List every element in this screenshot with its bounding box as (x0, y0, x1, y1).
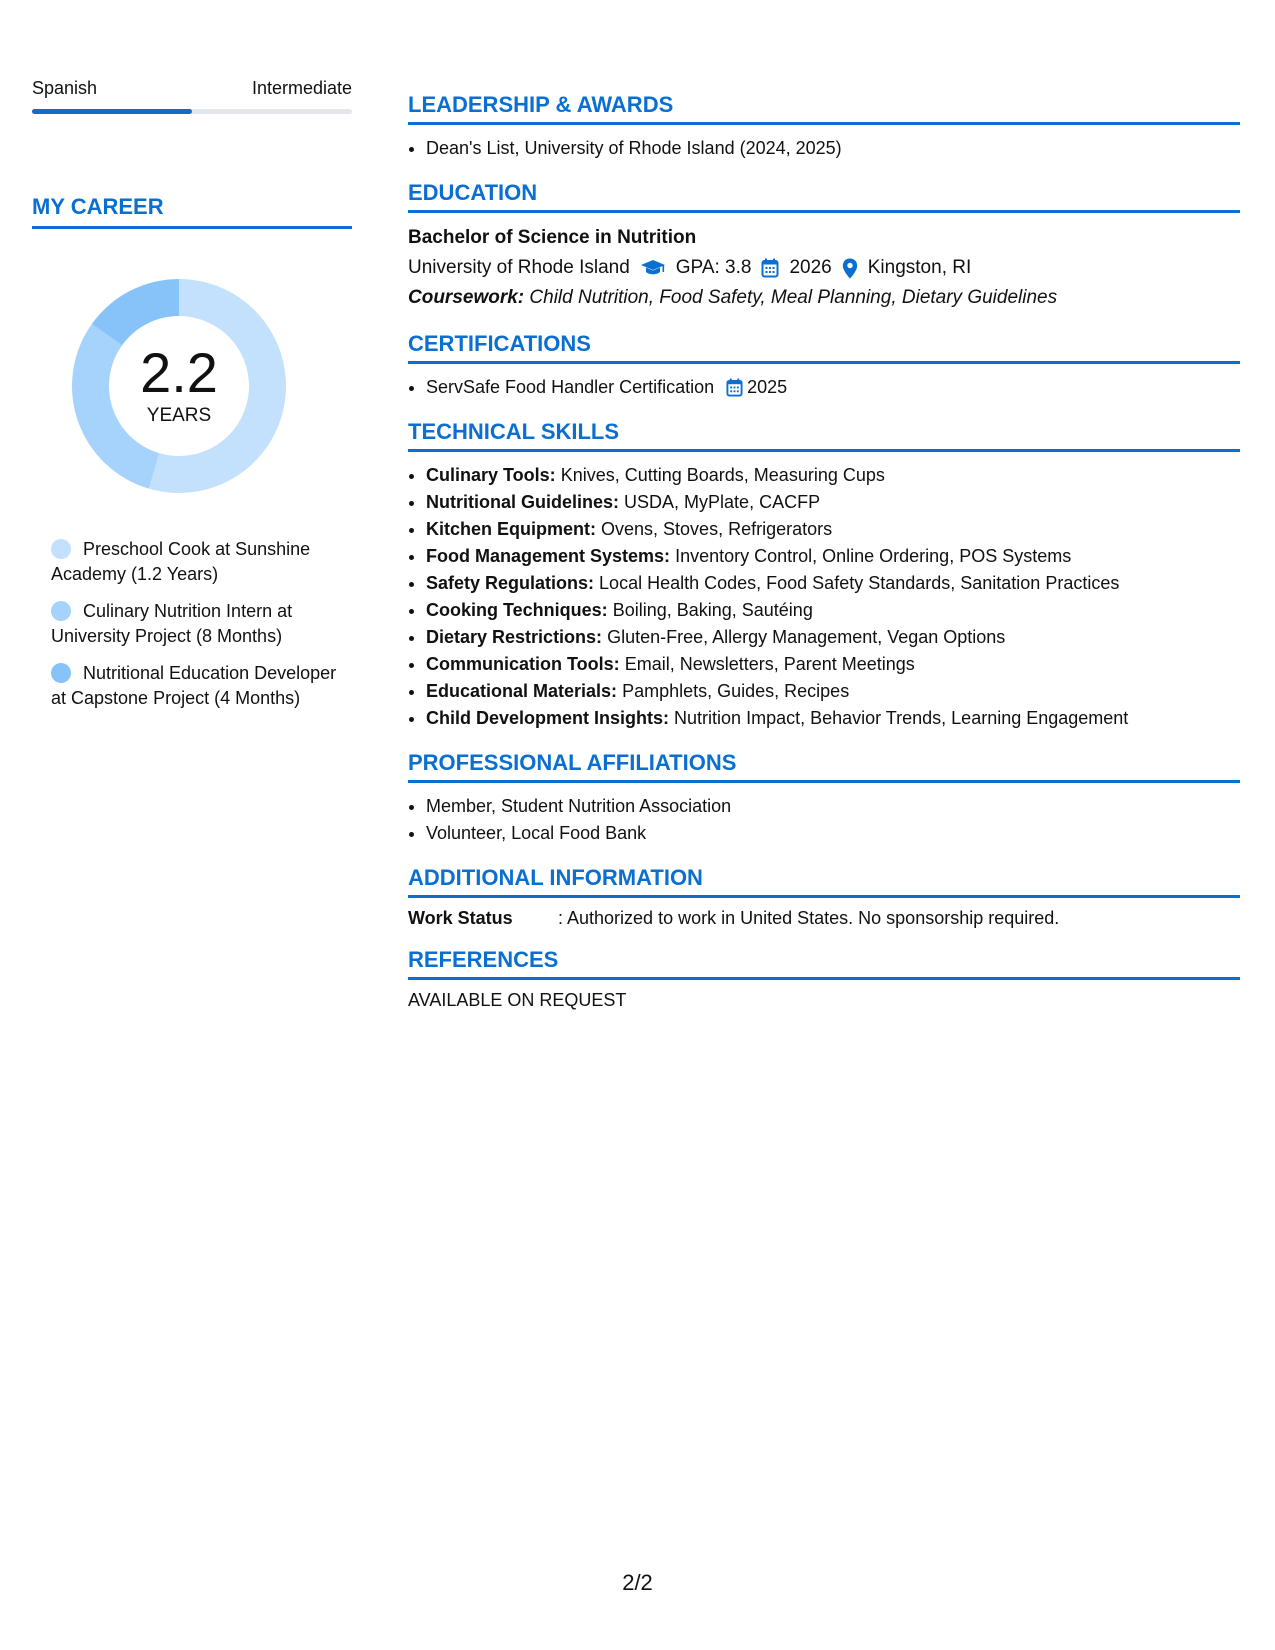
list-item (426, 543, 1240, 570)
skill-label: Nutritional Guidelines: (426, 492, 620, 512)
skill-value: Email, Newsletters, Parent Meetings (624, 654, 915, 674)
career-section-title: MY CAREER (32, 194, 352, 229)
sidebar (32, 78, 352, 723)
language-name: Spanish (32, 78, 98, 98)
skill-label: Cooking Techniques: (426, 600, 608, 620)
list-item (426, 570, 1240, 597)
work-status-value: : Authorized to work in United States. No sponsorship required. (558, 908, 1060, 928)
skill-label: Dietary Restrictions: (426, 627, 603, 647)
additional-info-title: ADDITIONAL INFORMATION (408, 865, 1240, 898)
certifications-section (408, 331, 1240, 401)
skill-value: Knives, Cutting Boards, Measuring Cups (560, 465, 885, 485)
legend-dot (51, 601, 71, 621)
work-status-label: Work Status (408, 908, 513, 928)
education-section (408, 180, 1240, 313)
language-level-fill (32, 109, 192, 114)
career-total-unit: YEARS (146, 405, 212, 426)
legend-item (51, 661, 352, 711)
page-number: 2/2 (622, 1570, 653, 1595)
degree-name: Bachelor of Science in Nutrition (408, 227, 697, 248)
career-legend (32, 537, 352, 711)
language-level: Intermediate (251, 78, 352, 98)
skills-title: TECHNICAL SKILLS (408, 419, 1240, 452)
skill-value: Nutrition Impact, Behavior Trends, Learning Engagement (674, 708, 1129, 728)
skill-value: Gluten-Free, Allergy Management, Vegan Options (607, 627, 1006, 647)
skill-label: Food Management Systems: (426, 546, 671, 566)
career-total-value: 2.2 (140, 341, 218, 404)
leadership-section (408, 92, 1240, 162)
legend-item (51, 537, 352, 587)
list-item (426, 624, 1240, 651)
gpa: GPA: 3.8 (675, 257, 752, 278)
skills-section (408, 419, 1240, 732)
leadership-title: LEADERSHIP & AWARDS (408, 92, 1240, 125)
coursework-list: Child Nutrition, Food Safety, Meal Planning, Dietary Guidelines (529, 287, 1058, 308)
skill-value: Pamphlets, Guides, Recipes (622, 681, 850, 701)
list-item (426, 597, 1240, 624)
certification-name: • ServSafe Food Handler Certification (426, 377, 715, 397)
additional-info-section (408, 865, 1240, 929)
references-text: AVAILABLE ON REQUEST (408, 990, 627, 1010)
language-level-bar (32, 109, 352, 114)
list-item (426, 516, 1240, 543)
skill-value: Boiling, Baking, Sautéing (612, 600, 813, 620)
list-item (426, 489, 1240, 516)
legend-label: Nutritional Education Developer at Capstone Project (4 Months) (51, 663, 337, 708)
location-pin-icon (842, 258, 858, 279)
certification-year: 2025 (747, 377, 788, 397)
skill-label: Communication Tools: (426, 654, 620, 674)
skill-label: Child Development Insights: (426, 708, 670, 728)
main-content (408, 92, 1240, 1029)
legend-dot (51, 663, 71, 683)
list-item: • Volunteer, Local Food Bank (426, 820, 1240, 847)
coursework-label: Coursework: (408, 287, 525, 308)
list-item (426, 651, 1240, 678)
school-location: Kingston, RI (867, 257, 972, 278)
certifications-title: CERTIFICATIONS (408, 331, 1240, 364)
legend-label: Preschool Cook at Sunshine Academy (1.2 Years) (51, 539, 311, 584)
list-item (426, 678, 1240, 705)
list-item (426, 462, 1240, 489)
list-item (426, 705, 1240, 732)
skill-label: Culinary Tools: (426, 465, 556, 485)
skill-value: Inventory Control, Online Ordering, POS Systems (675, 546, 1072, 566)
education-title: EDUCATION (408, 180, 1240, 213)
skill-value: Ovens, Stoves, Refrigerators (601, 519, 833, 539)
list-item: • Member, Student Nutrition Association (426, 793, 1240, 820)
coursework (408, 283, 1240, 313)
references-section (408, 947, 1240, 1011)
skill-label: Safety Regulations: (426, 573, 595, 593)
affiliations-section (408, 750, 1240, 847)
career-donut-chart (64, 271, 294, 501)
list-item: • Dean's List, University of Rhode Island (2024, 2025) (426, 135, 1240, 162)
calendar-icon (726, 378, 743, 397)
education-details (408, 253, 1240, 283)
skill-label: Educational Materials: (426, 681, 618, 701)
legend-item (51, 599, 352, 649)
graduation-year: 2026 (789, 257, 832, 278)
legend-label: Culinary Nutrition Intern at University Project (8 Months) (51, 601, 293, 646)
skills-list (408, 462, 1240, 732)
language-skill (32, 78, 352, 114)
list-item (426, 374, 1240, 401)
legend-dot (51, 539, 71, 559)
calendar-icon (761, 258, 779, 278)
graduation-cap-icon (640, 259, 666, 277)
skill-value: Local Health Codes, Food Safety Standards, Sanitation Practices (599, 573, 1120, 593)
skill-label: Kitchen Equipment: (426, 519, 596, 539)
references-title: REFERENCES (408, 947, 1240, 980)
skill-value: USDA, MyPlate, CACFP (624, 492, 821, 512)
school-name: University of Rhode Island (408, 257, 630, 278)
work-status-row (408, 908, 1240, 929)
affiliations-title: PROFESSIONAL AFFILIATIONS (408, 750, 1240, 783)
